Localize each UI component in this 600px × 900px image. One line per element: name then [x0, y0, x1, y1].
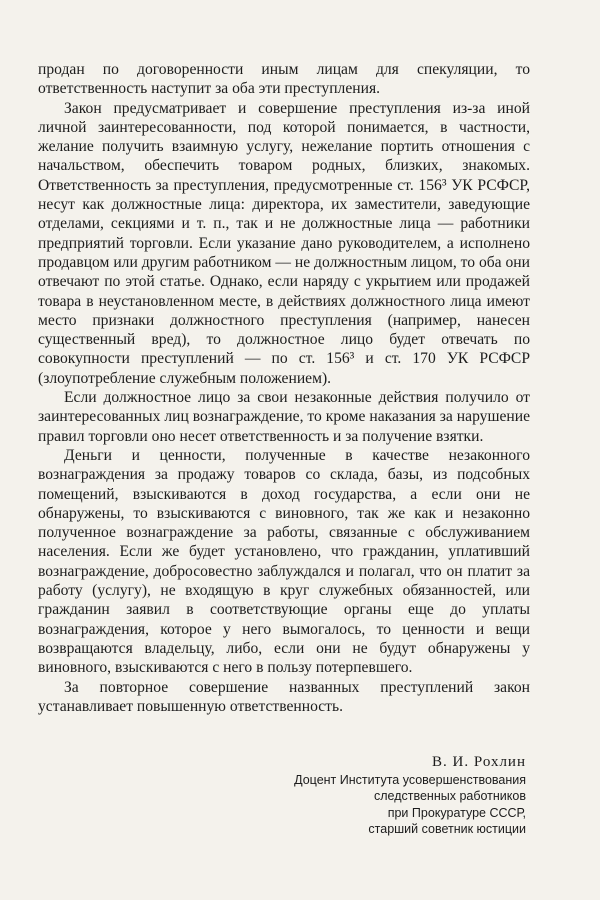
- author-position-line-1: Доцент Института усовершенствования: [294, 773, 526, 787]
- author-position-line-2: следственных работников: [373, 789, 526, 804]
- author-name: В. И. Рохлин: [432, 754, 526, 770]
- author-position-line-4: старший советник юстиции: [368, 822, 526, 837]
- paragraph-4: Деньги и ценности, полученные в качестве незаконного вознаграждения за продажу товаров со склада, базы, из подсобных помещений, взыскиваются в доход государства, а если они не обнаружены, то взыскиваются с виновного, так же как и незаконно полученное вознаграждение за работы, связанные с обслуживанием населения. Если же будет установлено, что гражданин, уплативший вознаграждение, добросовестно заблуждался и полагал, что он платит за работу (услугу), не входящую в круг служебных обязанностей, или гражданин заявил в соответствующие органы еще до уплаты вознаграждения, которое у него вымогалось, то ценности и вещи возвращаются владельцу, либо, если они не будут обнаружены у виновного, взыскиваются с него в пользу потерпевшего.: [38, 446, 530, 677]
- paragraph-5: За повторное совершение названных преступлений закон устанавливает повышенную ответственность.: [38, 678, 530, 715]
- paragraph-3: Если должностное лицо за свои незаконные действия получило от заинтересованных лиц вознаграждение, то кроме наказания за нарушение правил торговли оно несет ответственность и за получение взятки.: [38, 389, 530, 445]
- author-position-line-3: при Прокуратуре СССР,: [387, 805, 526, 820]
- paragraph-2: Закон предусматривает и совершение преступления из-за иной личной заинтересованности, под которой понимается, в частности, желание получить взаимную услугу, нежелание портить отношения с начальством, обеспечить товаром родных, близких, знакомых. Ответственность за преступления, предусмотренные ст. 156³ УК РСФСР, несут как должностные лица: директора, их заместители, заведующие отделами, секциями и т. п., так и не должностные лица — работники предприятий торговли. Если указание дано руководителем, а исполнено продавцом или другим работником — не должностным лицом, то оба они отвечают по этой статье. Однако, если наряду с укрытием или продажей товара в неустановленном месте, в действиях должностного лица имеют место признаки должностного преступления (например, нанесен существенный вред), то должностное лицо будет отвечать по совокупности преступлений — по ст. 156³ и ст. 170 УК РСФСР (злоупотребление служебным положением).: [38, 99, 530, 387]
- article-body: [38, 60, 530, 716]
- author-signature: [226, 752, 526, 838]
- paragraph-1: продан по договоренности иным лицам для спекуляции, то ответственность наступит за оба эти преступления.: [38, 61, 530, 98]
